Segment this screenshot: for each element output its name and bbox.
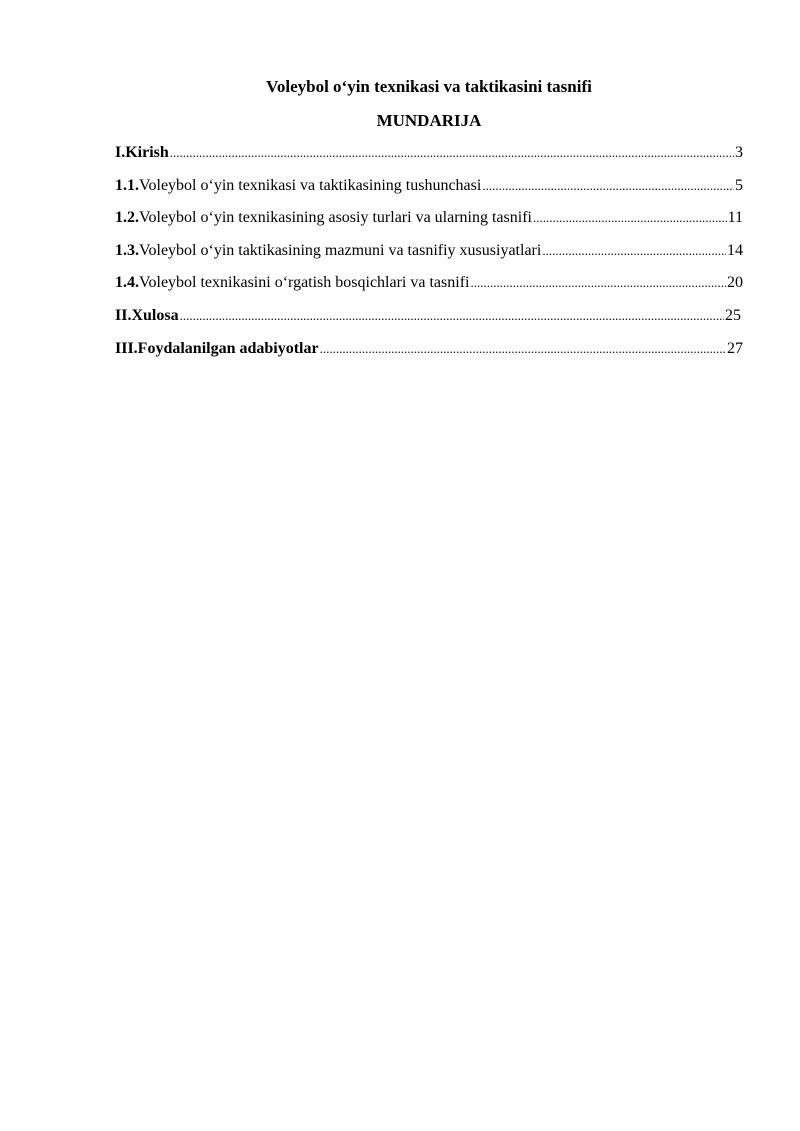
document-title: Voleybol o‘yin texnikasi va taktikasini tasnifi: [266, 77, 592, 96]
toc-entry-text: Voleybol texnikasini o‘rgatish bosqichlari va tasnifi: [139, 274, 470, 292]
toc-entry-page: 20: [727, 274, 743, 292]
toc-entry-text: Voleybol o‘yin texnikasi va taktikasining tushunchasi: [139, 176, 482, 194]
table-of-contents: [115, 143, 743, 371]
toc-leader: [470, 273, 726, 293]
toc-leader: [482, 176, 734, 196]
toc-entry-1-3[interactable]: [115, 241, 743, 274]
toc-entry-1-2[interactable]: [115, 208, 743, 241]
toc-heading: MUNDARIJA: [376, 111, 482, 130]
toc-entry-page: 5: [735, 176, 743, 194]
toc-entry-number: 1.4.: [115, 274, 139, 292]
toc-entry-xulosa[interactable]: [115, 306, 743, 339]
toc-leader: [542, 241, 726, 261]
toc-leader: [320, 339, 726, 359]
toc-entry-number: 1.2.: [115, 209, 139, 227]
toc-entry-adabiyotlar[interactable]: [115, 339, 743, 372]
toc-leader: [533, 208, 727, 228]
toc-leader: [180, 306, 724, 326]
toc-entry-number: II.Xulosa: [115, 306, 179, 324]
toc-entry-page: 25: [725, 306, 741, 324]
toc-entry-number: 1.3.: [115, 241, 139, 259]
toc-entry-text: Voleybol o‘yin texnikasining asosiy turlari va ularning tasnifi: [139, 209, 532, 227]
toc-entry-number: I.Kirish: [115, 144, 169, 161]
toc-entry-page: 11: [727, 209, 743, 227]
toc-entry-1-4[interactable]: [115, 273, 743, 306]
toc-entry-1-1[interactable]: [115, 176, 743, 209]
toc-entry-page: 3: [735, 144, 743, 161]
toc-entry-number: 1.1.: [115, 176, 139, 194]
toc-entry-page: 27: [727, 339, 743, 357]
toc-entry-text: Voleybol o‘yin taktikasining mazmuni va tasnifiy xususiyatlari: [139, 241, 542, 259]
toc-leader: [170, 143, 734, 163]
toc-entry-page: 14: [727, 241, 743, 259]
toc-entry-kirish[interactable]: [115, 143, 743, 176]
toc-entry-number: III.Foydalanilgan adabiyotlar: [115, 339, 319, 357]
